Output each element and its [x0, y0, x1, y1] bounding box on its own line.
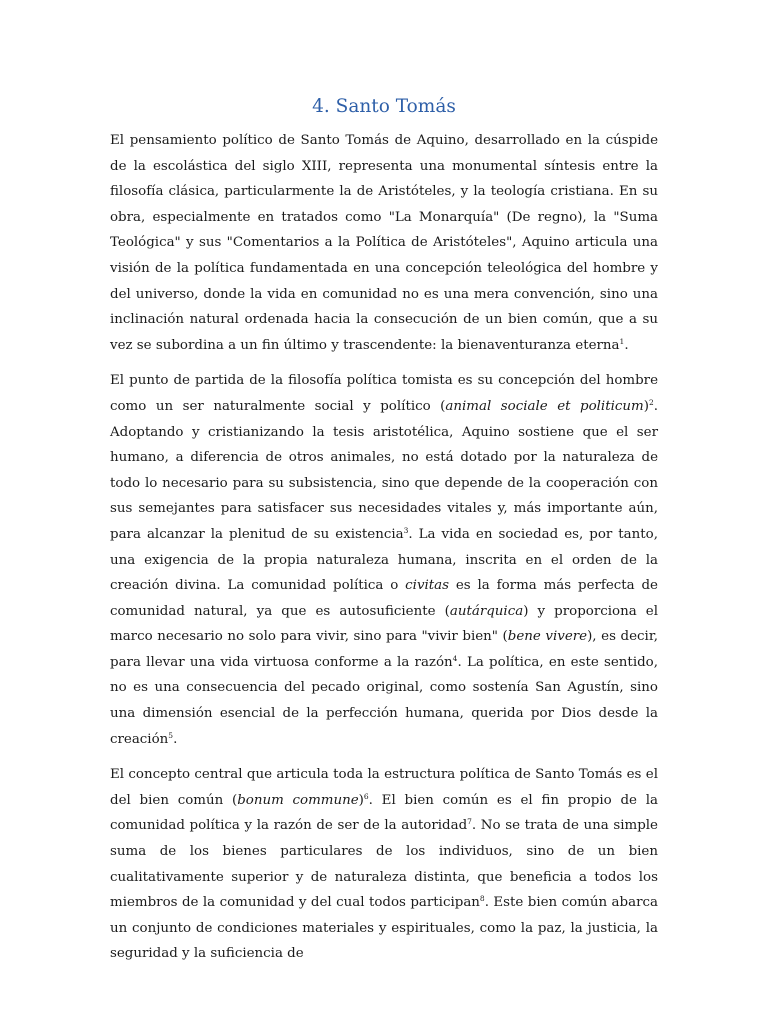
paragraph [110, 128, 658, 358]
paragraph-text: ), es decir, para llevar una vida virtuosa conforme a la razón [110, 629, 659, 670]
italic-term: civitas [405, 578, 450, 594]
paragraph-text: . [624, 337, 629, 353]
paragraph-text: . La política, en este sentido, no es una consecuencia del pecado original, como sostenía San Agustín, sino una dimensión esencial de la perfección humana, querida por Dios desde la creación [110, 654, 658, 747]
document-page [110, 92, 658, 977]
paragraph-text: es la forma más perfecta de comunidad natural, ya que es autosuficiente ( [110, 578, 658, 619]
footnote-marker: 1 [619, 336, 625, 346]
italic-term: bonum commune [237, 792, 359, 808]
paragraph-text: . No se trata de una simple suma de los bienes particulares de los individuos, sino de un bien cualitativamente superior y de naturaleza distinta, que beneficia a todos los miembros de la comunidad y del cual todos participan [110, 818, 658, 911]
paragraph-text: . Adoptando y cristianizando la tesis aristotélica, Aquino sostiene que el ser humano, a diferencia de otros animales, no está dotado por la naturaleza de todo lo necesario para su subsistencia, sino que depende de la cooperación con sus semejantes para satisfacer sus necesidades vitales y, más importante aún, para alcanzar la plenitud de su existencia [110, 398, 658, 542]
paragraph-text: . Este bien común abarca un conjunto de condiciones materiales y espirituales, como la paz, la justicia, la seguridad y la suficiencia de [110, 895, 658, 962]
paragraph-text: . La vida en sociedad es, por tanto, una exigencia de la propia naturaleza humana, inscrita en el orden de la creación divina. La comunidad política o [110, 526, 658, 594]
document-body [110, 128, 658, 967]
paragraph-text: El concepto central que articula toda la estructura política de Santo Tomás es el del bien común ( [110, 767, 658, 808]
paragraph [110, 368, 658, 752]
footnote-marker: 7 [467, 817, 472, 827]
italic-term: animal sociale et politicum [445, 398, 644, 414]
paragraph [110, 762, 658, 967]
footnote-marker: 5 [168, 730, 174, 740]
paragraph-text: . [173, 731, 178, 747]
footnote-marker: 4 [452, 653, 458, 663]
italic-term: bene vivere [507, 629, 588, 645]
italic-term: autárquica [449, 603, 524, 619]
footnote-marker: 6 [363, 791, 369, 801]
footnote-marker: 2 [648, 397, 654, 407]
paragraph-text: El pensamiento político de Santo Tomás de Aquino, desarrollado en la cúspide de la escolástica del siglo XIII, representa una monumental síntesis entre la filosofía clásica, particularmente la de Aristóteles, y la teología cristiana. En su obra, especialmente en tratados como "La Monarquía" (De regno), la "Suma Teológica" y sus "Comentarios a la Política de Aristóteles", Aquino articula una visión de la política fundamentada en una concepción teleológica del hombre y del universo, donde la vida en comunidad no es una mera convención, sino una inclinación natural ordenada hacia la consecución de un bien común, que a su vez se subordina a un fin último y trascendente: la bienaventuranza eterna [110, 133, 658, 353]
footnote-marker: 8 [479, 894, 485, 904]
paragraph-text: El punto de partida de la filosofía política tomista es su concepción del hombre como un ser naturalmente social y político ( [110, 373, 658, 414]
paragraph-text: ) [643, 398, 649, 414]
section-title: 4. Santo Tomás [312, 96, 456, 117]
footnote-marker: 3 [403, 525, 409, 535]
paragraph-text: . El bien común es el fin propio de la comunidad política y la razón de ser de la autoridad [110, 792, 658, 834]
paragraph-text: ) [358, 792, 364, 808]
paragraph-text: ) y proporciona el marco necesario no solo para vivir, sino para "vivir bien" ( [110, 603, 658, 645]
